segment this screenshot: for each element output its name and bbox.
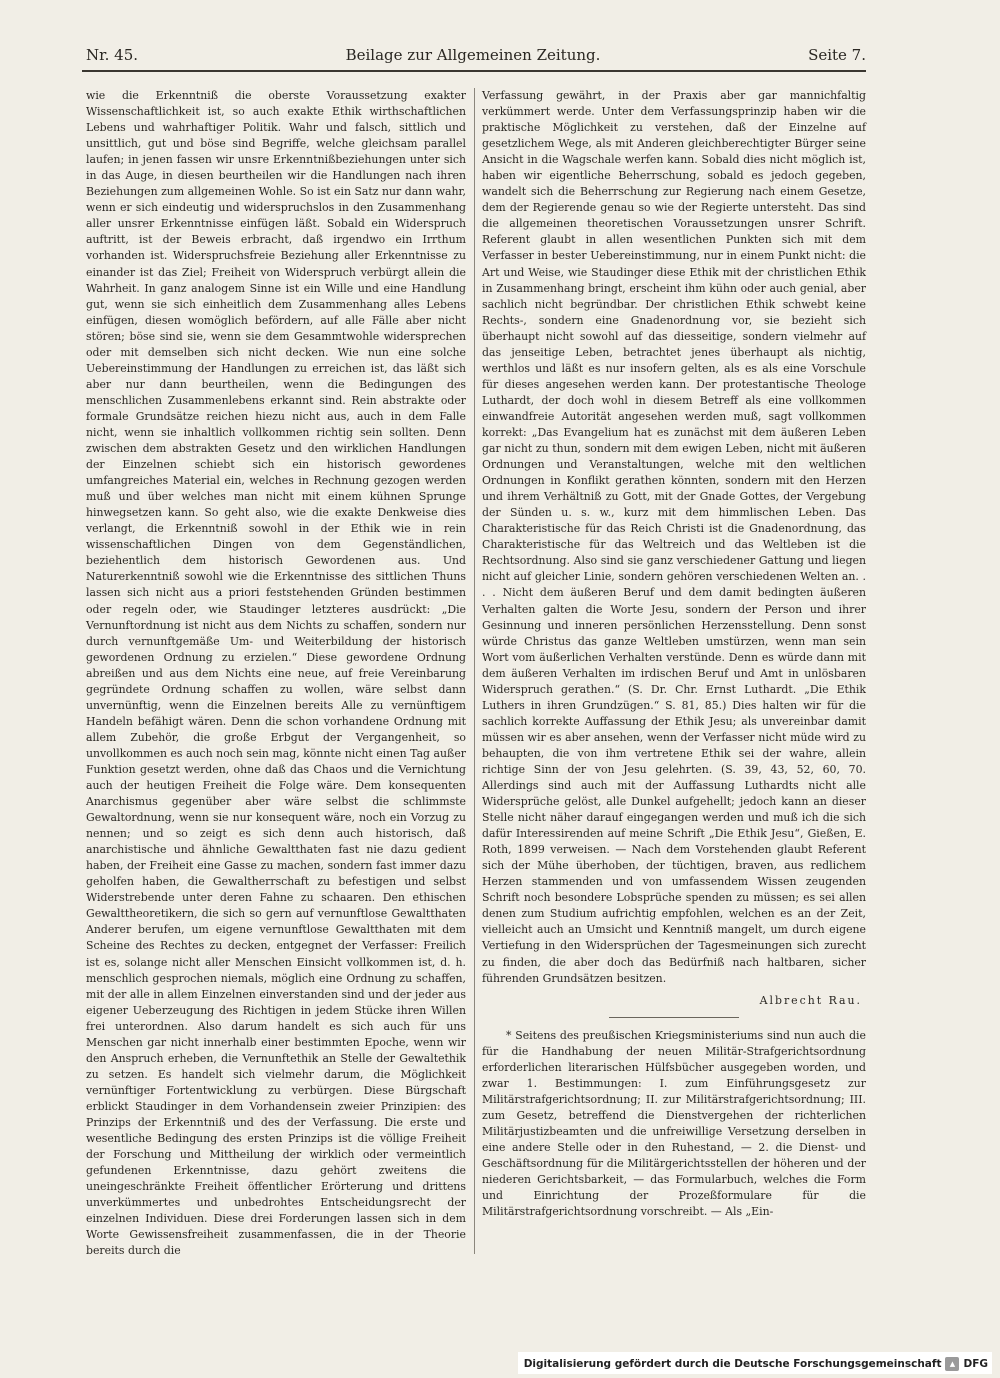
- right-column-text: Verfassung gewährt, in der Praxis aber gar mannichfaltig verkümmert werde. Unter dem Verfassungsprinzip haben wir die praktische Möglichkeit zu verstehen, daß der Einzelne auf gesetzlichem Wege, als mit Anderen gleichberechtigter Bürger seine Ansicht in die Wagschale werfen kann. Sobald dies nicht möglich ist, haben wir eigentliche Beherrschung, sobald es jedoch gegeben, wandelt sich die Beherrschung zur Regierung nach einem Gesetze, dem der Regierende genau so wie der Regierte untersteht. Das sind die allgemeinen theoretischen Voraussetzungen unsrer Schrift. Referent glaubt in allen wesentlichen Punkten sich mit dem Verfasser in bester Uebereinstimmung, nur in einem Punkt nicht: die Art und Weise, wie Staudinger diese Ethik mit der christlichen Ethik in Zusammenhang bringt, erscheint ihm kühn oder auch genial, aber sachlich nicht begründbar. Der christlichen Ethik schwebt keine Rechts-, sondern eine Gnadenordnung vor, sie bezieht sich überhaupt nicht sowohl auf das diesseitige, sondern vielmehr auf das jenseitige Leben, betrachtet jenes überhaupt als nichtig, werthlos und läßt es nur insofern gelten, als es als eine Vorschule für dieses angesehen werden kann. Der protestantische Theologe Luthardt, der doch wohl in diesem Betreff als eine vollkommen einwandfreie Autorität angesehen werden muß, sagt vollkommen korrekt: „Das Evangelium hat es zunächst mit dem äußeren Leben gar nicht zu thun, sondern mit dem ewigen Leben, nicht mit äußeren Ordnungen und Veranstaltungen, welche mit den weltlichen Ordnungen in Konflikt gerathen könnten, sondern mit den Herzen und ihrem Verhältniß zu Gott, mit der Gnade Gottes, der Vergebung der Sünden u. s. w., kurz mit dem himmlischen Leben. Das Charakteristische für das Reich Christi ist die Gnadenordnung, das Charakteristische für das Weltreich und das Weltleben ist die Rechtsordnung. Also sind sie ganz verschiedener Gattung und liegen nicht auf gleicher Linie, sondern gehören verschiedenen Welten an. . . . Nicht dem äußeren Beruf und dem damit bedingten äußeren Verhalten galten die Worte Jesu, sondern der Person und ihrer Gesinnung und inneren persönlichen Herzensstellung. Denn sonst würde Christus das ganze Weltleben umstürzen, wenn man sein Wort vom äußerlichen Verhalten verstünde. Denn es würde dann mit dem äußeren Verhalten im irdischen Beruf und Amt in unlösbaren Widerspruch gerathen.“ (S. Dr. Chr. Ernst Luthardt. „Die Ethik Luthers in ihren Grundzügen.“ S. 81, 85.) Dies halten wir für die sachlich korrekte Auffassung der Ethik Jesu; als unvereinbar damit müssen wir es aber ansehen, wenn der Verfasser nicht müde wird zu behaupten, die von ihm vertretene Ethik sei der wahre, allein richtige Sinn der von Jesu gelehrten. (S. 39, 43, 52, 60, 70. Allerdings sind auch mit der Auffassung Luthardts nicht alle Widersprüche gelöst, alle Dunkel aufgehellt; jedoch kann an dieser Stelle nicht näher darauf eingegangen werden und muß ich die sich dafür Interessirenden auf meine Schrift „Die Ethik Jesu“, Gießen, E. Roth, 1899 verweisen. — Nach dem Vorstehenden glaubt Referent sich der Mühe überhoben, der tüchtigen, braven, aus redlichem Herzen stammenden und von umfassendem Wissen zeugenden Schrift noch besondere Lobsprüche spenden zu müssen; es sei allen denen zum Studium aufrichtig empfohlen, welchen es an der Zeit, vielleicht auch an Umsicht und Kenntniß mangelt, um durch eigene Vertiefung in den Widersprüchen der Tagesmeinungen sich zurecht zu finden, die aber doch das Bedürfniß nach haltbaren, sicher führenden Grundsätzen besitzen.: [482, 89, 866, 985]
- author-signature: Albrecht Rau.: [759, 993, 862, 1007]
- military-notice-text: * Seitens des preußischen Kriegsministeriums sind nun auch die für die Handhabung der neuen Militär-Strafgerichtsordnung erforderlichen literarischen Hülfsbücher ausgegeben worden, und zwar 1. Bestimmungen: I. zum Einführungsgesetz zur Militärstrafgerichtsordnung; II. zur Militärstrafgerichtsordnung; III. zum Gesetz, betreffend die Dienstvergehen der richterlichen Militärjustizbeamten und die unfreiwillige Versetzung derselben in eine andere Stelle oder in den Ruhestand, — 2. die Dienst- und Geschäftsordnung für die Militärgerichtsstellen der höheren und der niederen Gerichtsbarkeit, — das Formularbuch, welches die Form und Einrichtung der Prozeßformulare für die Militärstrafgerichtsordnung vorschreibt. — Als „Ein-: [482, 1028, 866, 1219]
- right-column: [482, 88, 866, 1253]
- page-header: [80, 44, 866, 70]
- left-column: [86, 88, 466, 1258]
- left-column-text: wie die Erkenntniß die oberste Voraussetzung exakter Wissenschaftlichkeit ist, so auch exakte Ethik wirthschaftlichen Lebens und wahrhaftiger Politik. Wahr und falsch, sittlich und unsittlich, gut und böse sind Begriffe, welche gleichsam parallel laufen; in jenen fassen wir unsre Erkenntnißbeziehungen unter sich in das Auge, in diesen beurtheilen wir die Handlungen nach ihren Beziehungen zum allgemeinen Wohle. So ist ein Satz nur dann wahr, wenn er sich eindeutig und widerspruchslos in den Zusammenhang aller unsrer Erkenntnisse einfügen läßt. Sobald ein Widerspruch auftritt, ist der Beweis erbracht, daß irgendwo ein Irrthum vorhanden ist. Widerspruchsfreie Beziehung aller Erkenntnisse zu einander ist das Ziel; Freiheit von Widerspruch verbürgt allein die Wahrheit. In ganz analogem Sinne ist ein Wille und eine Handlung gut, wenn sie sich einheitlich dem Zusammenhang alles Lebens einfügen, diesen womöglich befördern, auf alle Fälle aber nicht stören; böse sind sie, wenn sie dem Gesammtwohle widersprechen oder mit demselben sich nicht decken. Wie nun eine solche Uebereinstimmung der Handlungen zu erreichen ist, das läßt sich aber nur dann beurtheilen, wenn die Bedingungen des menschlichen Zusammenlebens erkannt sind. Rein abstrakte oder formale Grundsätze reichen hiezu nicht aus, auch in dem Falle nicht, wenn sie inhaltlich vollkommen richtig sein sollten. Denn zwischen dem abstrakten Gesetz und den wirklichen Handlungen der Einzelnen schiebt sich ein historisch gewordenes umfangreiches Material ein, welches in Rechnung gezogen werden muß und über welches man nicht mit einem kühnen Sprunge hinwegsetzen kann. So geht also, wie die exakte Denkweise dies verlangt, die Erkenntniß sowohl in der Ethik wie in rein wissenschaftlichen Dingen von dem Gegenständlichen, beziehentlich dem historisch Gewordenen aus. Und Naturerkenntniß sowohl wie die Erkenntnisse des sittlichen Thuns lassen sich nicht aus a priori feststehenden Gründen bestimmen oder regeln oder, wie Staudinger letzteres ausdrückt: „Die Vernunftordnung ist nicht aus dem Nichts zu schaffen, sondern nur durch vernunftgemäße Um- und Weiterbildung der historisch gewordenen Ordnung zu erzielen.“ Diese gewordene Ordnung abreißen und aus dem Nichts eine neue, auf freie Vereinbarung gegründete Ordnung schaffen zu wollen, wäre selbst dann unvernünftig, wenn die Einzelnen bereits Alle zu vernünftigem Handeln befähigt wären. Denn die schon vorhandene Ordnung mit allem Zubehör, die große Erbgut der Vergangenheit, so unvollkommen es auch noch sein mag, könnte nicht einen Tag außer Funktion gesetzt werden, ohne daß das Chaos und die Vernichtung auch der heutigen Freiheit die Folge wäre. Dem konsequenten Anarchismus gegenüber aber wäre selbst die schlimmste Gewaltordnung, wenn sie nur konsequent wäre, noch ein Vorzug zu nennen; und so zeigt es sich denn auch historisch, daß anarchistische und ähnliche Gewaltthaten fast nie dazu gedient haben, der Freiheit eine Gasse zu machen, sondern fast immer dazu geholfen haben, die Gewaltherrschaft zu befestigen und selbst Widerstrebende unter deren Fahne zu schaaren. Den ethischen Gewalttheoretikern, die sich so gern auf vernunftlose Gewaltthaten Anderer berufen, um eigene vernunftlose Gewaltthaten mit dem Scheine des Rechtes zu decken, entgegnet der Verfasser: Freilich ist es, solange nicht aller Menschen Einsicht vollkommen ist, d. h. menschlich gesprochen niemals, möglich eine Ordnung zu schaffen, mit der alle in allem Einzelnen einverstanden sind und der jeder aus eigener Ueberzeugung des Richtigen in jedem Stücke ihren Willen frei unterordnen. Also darum handelt es sich auch für uns Menschen gar nicht innerhalb einer bestimmten Epoche, wenn wir den Anspruch erheben, die Vernunftethik an Stelle der Gewaltethik zu setzen. Es handelt sich vielmehr darum, die Möglichkeit vernünftiger Fortentwicklung zu verbürgen. Diese Bürgschaft erblickt Staudinger in dem Vorhandensein zweier Prinzipien: des Prinzips der Erkenntniß und des der Verfassung. Die erste und wesentliche Bedingung des ersten Prinzips ist die völlige Freiheit der Forschung und Mittheilung der wirklich oder vermeintlich gefundenen Erkenntnisse, dazu gehört zweitens die uneingeschränkte Freiheit öffentlicher Erörterung und drittens unverkümmertes und unbedrohtes Entscheidungsrecht der einzelnen Individuen. Diese drei Forderungen lassen sich in dem Worte Gewissensfreiheit zusammenfassen, die in der Theorie bereits durch die: [86, 89, 466, 1258]
- digitization-footer: [518, 1352, 992, 1374]
- dfg-logo-icon: ▲: [945, 1357, 959, 1371]
- issue-number: Nr. 45.: [86, 46, 139, 64]
- funding-note: Digitalisierung gefördert durch die Deutsche Forschungsgemeinschaft: [523, 1358, 942, 1370]
- dfg-label: DFG: [963, 1358, 988, 1370]
- header-rule: [82, 70, 866, 72]
- page-number: Seite 7.: [808, 46, 866, 64]
- section-separator: [609, 1017, 739, 1018]
- supplement-title: Beilage zur Allgemeinen Zeitung.: [345, 46, 601, 64]
- column-divider: [474, 88, 475, 1254]
